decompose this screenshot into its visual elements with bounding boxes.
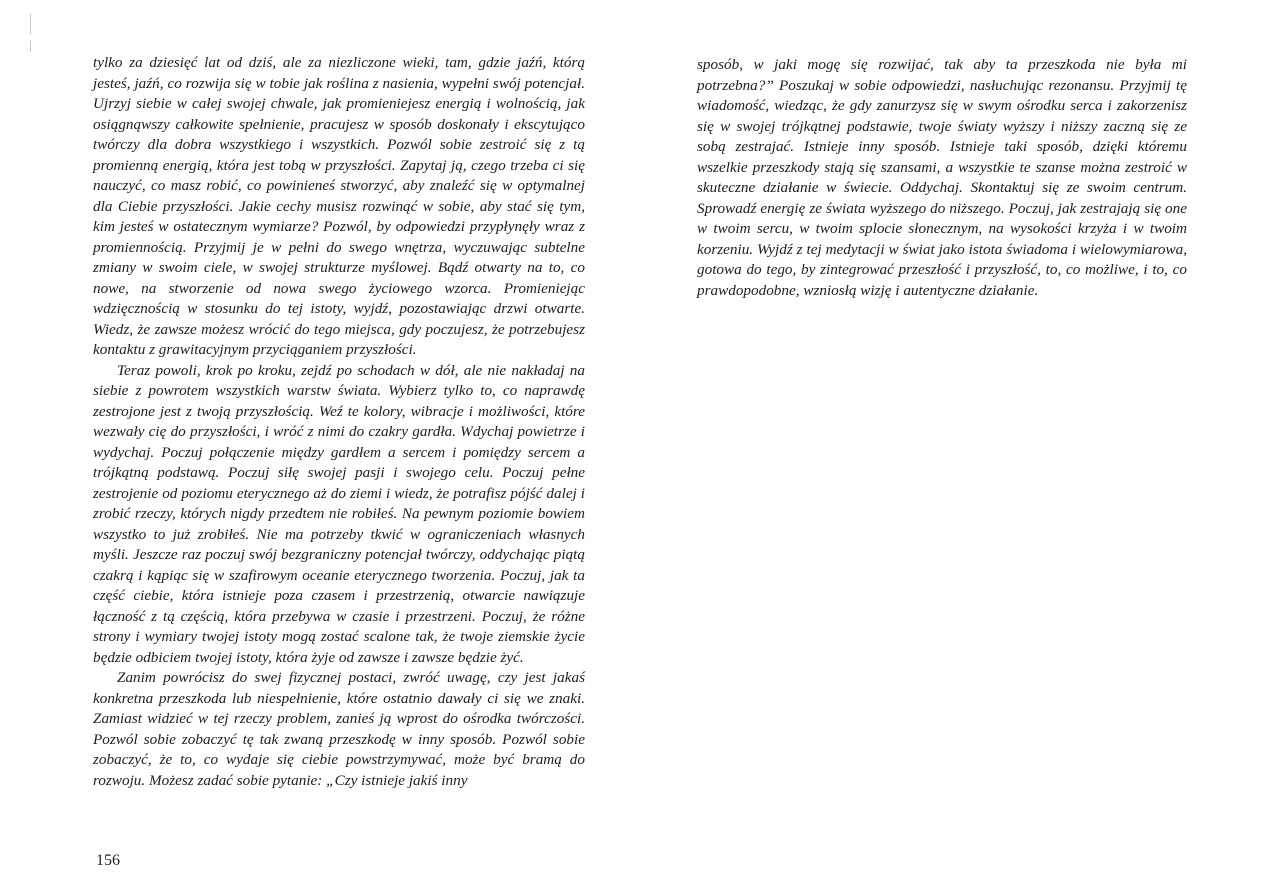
scan-edge-mark <box>30 14 31 34</box>
left-page-text <box>93 53 585 791</box>
right-page-text <box>697 55 1187 301</box>
paragraph: Zanim powrócisz do swej fizycznej postaci, zwróć uwagę, czy jest jakaś konkretna przeszkoda lub niespełnienie, które ostatnio dawały ci się we znaki. Zamiast widzieć w tej rzeczy problem, zanieś ją wprost do ośrodka twórczości. Pozwól sobie zobaczyć tę tak zwaną przeszkodę w inny sposób. Pozwól sobie zobaczyć, że to, co wydaje się ciebie powstrzymywać, może być bramą do rozwoju. Możesz zadać sobie pytanie: „Czy istnieje jakiś inny <box>93 669 585 789</box>
page-number: 156 <box>96 852 120 869</box>
paragraph: sposób, w jaki mogę się rozwijać, tak aby ta przeszkoda nie była mi potrzebna?” Poszukaj w sobie odpowiedzi, nasłuchując rezonansu. Przyjmij tę wiadomość, wiedząc, że gdy zanurzysz się w swym ośrodku serca i zakorzenisz się w swojej trójkątnej podstawie, twoje światy wyższy i niższy zaczną się ze sobą zestrajać. Istnieje inny sposób. Istnieje taki sposób, dzięki któremu wszelkie przeszkody stają się szansami, a wszystkie te szanse można zestroić w skuteczne działanie w świecie. Oddychaj. Skontaktuj się ze swoim centrum. Sprowadź energię ze świata wyższego do niższego. Poczuj, jak zestrajają się one w twoim sercu, w twoim splocie słonecznym, na wysokości krzyża i w twoim korzeniu. Wyjdź z tej medytacji w świat jako istota świadoma i wielowymiarowa, gotowa do tego, by zintegrować przeszłość i przyszłość, to, co możliwe, i to, co prawdopodobne, wzniosłą wizję i autentyczne działanie. <box>697 56 1187 299</box>
scan-edge-mark <box>30 40 31 52</box>
paragraph: tylko za dziesięć lat od dziś, ale za niezliczone wieki, tam, gdzie jaźń, którą jesteś, jaźń, co rozwija się w tobie jak roślina z nasienia, wypełni swój potencjał. Ujrzyj siebie w całej swojej chwale, jak promieniejesz energią i wolnością, jak osiągnąwszy całkowite spełnienie, pracujesz w sposób doskonały i ekscytująco twórczy dla dobra wszystkiego i wszystkich. Pozwól sobie zestroić się z tą promienną energią, która jest tobą w przyszłości. Zapytaj ją, czego trzeba ci się nauczyć, co masz robić, co powinieneś stworzyć, aby znaleźć się w optymalnej dla Ciebie przyszłości. Jakie cechy musisz rozwinąć w sobie, aby stać się tym, kim jesteś w ostatecznym wymiarze? Pozwól, by odpowiedzi przypłynęły wraz z promiennością. Przyjmij je w pełni do swego wnętrza, wyczuwając subtelne zmiany w swoim ciele, w swojej strukturze myślowej. Bądź otwarty na to, co nowe, na stworzenie od nowa swego życiowego wzorca. Promieniejąc wdzięcznością w stosunku do tej istoty, wyjdź, pozostawiając drzwi otwarte. Wiedz, że zawsze możesz wrócić do tego miejsca, gdy poczujesz, że potrzebujesz kontaktu z grawitacyjnym przyciąganiem przyszłości. <box>93 54 585 358</box>
paragraph: Teraz powoli, krok po kroku, zejdź po schodach w dół, ale nie nakładaj na siebie z powrotem wszystkich warstw świata. Wybierz tylko to, co naprawdę zestrojone jest z twoją przyszłością. Weź te kolory, wibracje i możliwości, które wezwały cię do przyszłości, i wróć z nimi do czakry gardła. Wdychaj powietrze i wydychaj. Poczuj połączenie między gardłem a sercem i pomiędzy sercem a trójkątną podstawą. Poczuj siłę swojej pasji i swojego celu. Poczuj pełne zestrojenie od poziomu eterycznego aż do ziemi i wiedz, że potrafisz pójść dalej i zrobić rzeczy, których nigdy przedtem nie robiłeś. Na pewnym poziomie bowiem wszystko to już zrobiłeś. Nie ma potrzeby tkwić w ograniczeniach własnych myśli. Jeszcze raz poczuj swój bezgraniczny potencjał twórczy, oddychając piątą czakrą i kąpiąc się w szafirowym oceanie eterycznego tworzenia. Poczuj, jak ta część ciebie, która istnieje poza czasem i przestrzenią, otwarcie nawiązuje łączność z tą częścią, która przebywa w czasie i przestrzeni. Poczuj, że różne strony i wymiary twojej istoty mogą zostać scalone tak, że twoje ziemskie życie będzie odbiciem twojej istoty, która żyje od zawsze i zawsze będzie żyć. <box>93 361 585 666</box>
